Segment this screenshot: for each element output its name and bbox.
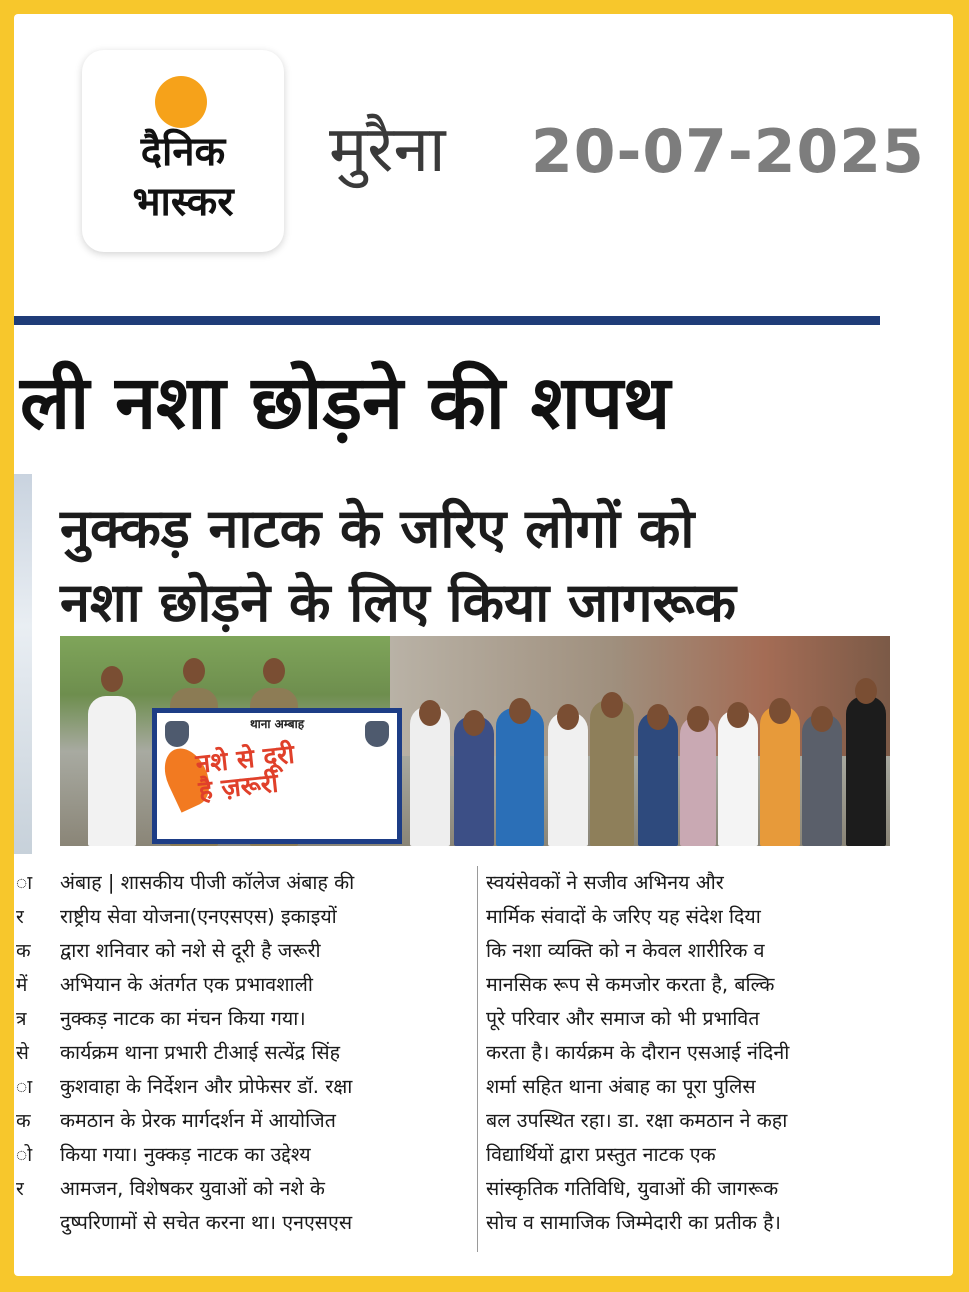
adjacent-column-fragment: [16, 866, 32, 1206]
photo-banner: [152, 708, 402, 844]
photo-person: [846, 696, 886, 846]
header-divider: [14, 316, 880, 325]
photo-person-head: [183, 658, 205, 684]
edge-char: र: [16, 1178, 24, 1200]
edge-char: ो: [16, 1144, 33, 1166]
article-line: बल उपस्थित रहा। डा. रक्षा कमठान ने कहा: [486, 1109, 788, 1132]
article-line: कि नशा व्यक्ति को न केवल शारीरिक व: [486, 939, 765, 962]
article-line: मार्मिक संवादों के जरिए यह संदेश दिया: [486, 905, 761, 928]
photo-person-head: [647, 704, 669, 730]
headline: ली नशा छोड़ने की शपथ: [20, 360, 671, 446]
photo-person-head: [687, 706, 709, 732]
article-line: कमठान के प्रेरक मार्गदर्शन में आयोजित: [60, 1109, 336, 1132]
banner-slogan-line1: नशे से दूरी: [194, 739, 296, 780]
article-line: अभियान के अंतर्गत एक प्रभावशाली: [60, 973, 313, 996]
article-line: विद्यार्थियों द्वारा प्रस्तुत नाटक एक: [486, 1143, 716, 1166]
article-line: शर्मा सहित थाना अंबाह का पूरा पुलिस: [486, 1075, 756, 1098]
photo-person: [590, 700, 634, 846]
article-column-1: [60, 866, 460, 1240]
subheadline-line1: नुक्कड़ नाटक के जरिए लोगों को: [60, 497, 695, 560]
article-line: करता है। कार्यक्रम के दौरान एसआई नंदिनी: [486, 1041, 790, 1064]
article-line: स्वयंसेवकों ने सजीव अभिनय और: [486, 871, 724, 894]
photo-person-head: [601, 692, 623, 718]
photo-person-head: [769, 698, 791, 724]
adjacent-photo-fragment: [14, 474, 32, 854]
logo-text-line1: दैनिक: [140, 129, 226, 175]
photo-person: [410, 706, 450, 846]
article-line: अंबाह | शासकीय पीजी कॉलेज अंबाह की: [60, 871, 355, 894]
article-line: पूरे परिवार और समाज को भी प्रभावित: [486, 1007, 760, 1030]
article-line: किया गया। नुक्कड़ नाटक का उद्देश्य: [60, 1143, 311, 1166]
edge-char: क: [16, 1110, 31, 1132]
photo-person: [638, 712, 678, 846]
photo-person-head: [811, 706, 833, 732]
photo-person-head: [419, 700, 441, 726]
photo-person: [548, 712, 588, 846]
article-line: दुष्परिणामों से सचेत करना था। एनएसएस: [60, 1211, 353, 1234]
article-line: सांस्कृतिक गतिविधि, युवाओं की जागरूक: [486, 1177, 779, 1200]
article-line: सोच व सामाजिक जिम्मेदारी का प्रतीक है।: [486, 1211, 781, 1234]
photo-person-head: [855, 678, 877, 704]
article-line: कुशवाहा के निर्देशन और प्रोफेसर डॉ. रक्षा: [60, 1075, 353, 1098]
photo-person-head: [263, 658, 285, 684]
article-line: आमजन, विशेषकर युवाओं को नशे के: [60, 1177, 325, 1200]
edge-char: ा: [16, 872, 33, 894]
news-photo: [60, 636, 890, 846]
banner-slogan-line2: है ज़रूरी: [197, 768, 280, 808]
edge-char: क: [16, 940, 31, 962]
edge-char: में: [16, 974, 28, 996]
photo-person-head: [463, 710, 485, 736]
edge-char: से: [16, 1042, 29, 1064]
edge-char: त्र: [16, 1008, 27, 1030]
edge-char: र: [16, 906, 24, 928]
photo-person-head: [509, 698, 531, 724]
edge-char: ा: [16, 1076, 33, 1098]
photo-person: [760, 706, 800, 846]
newspaper-clipping: [14, 14, 953, 1276]
article-line: मानसिक रूप से कमजोर करता है, बल्कि: [486, 973, 775, 996]
photo-person: [680, 716, 716, 846]
article-column-2: [486, 866, 886, 1240]
photo-person: [88, 696, 136, 846]
column-divider: [477, 866, 478, 1252]
photo-person: [718, 710, 758, 846]
article-line: नुक्कड़ नाटक का मंचन किया गया।: [60, 1007, 306, 1030]
photo-person-head: [727, 702, 749, 728]
banner-station-name: थाना अम्बाह: [249, 717, 305, 731]
photo-person: [802, 714, 842, 846]
photo-person-head: [101, 666, 123, 692]
banner-slogan: [195, 734, 370, 806]
city-name: मुरैना: [329, 113, 446, 187]
photo-person: [496, 708, 544, 846]
edition-date: 20-07-2025: [531, 117, 925, 187]
logo-text-line2: भास्कर: [132, 179, 234, 225]
sun-icon: [155, 76, 207, 128]
photo-person-head: [557, 704, 579, 730]
subheadline-line2: नशा छोड़ने के लिए किया जागरूक: [60, 571, 736, 634]
article-line: राष्ट्रीय सेवा योजना(एनएसएस) इकाइयों: [60, 905, 337, 928]
article-line: कार्यक्रम थाना प्रभारी टीआई सत्येंद्र सिंह: [60, 1041, 341, 1064]
dainik-bhaskar-logo: [82, 50, 284, 252]
article-line: द्वारा शनिवार को नशे से दूरी है जरूरी: [60, 939, 321, 962]
